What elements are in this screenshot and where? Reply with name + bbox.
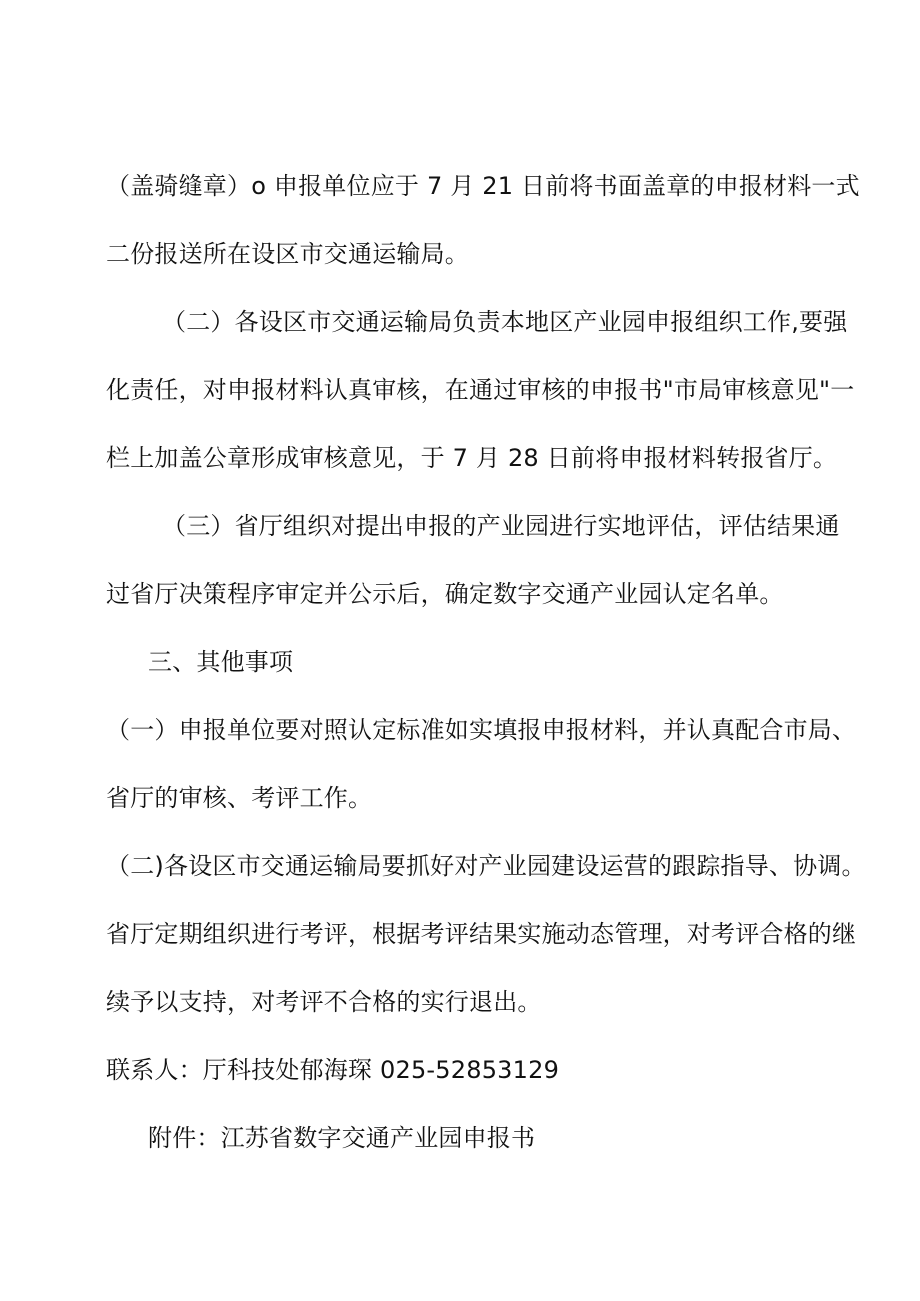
paragraph-line-2: 二份报送所在设区市交通运输局。 — [106, 240, 469, 268]
paragraph-line-11: 省厅定期组织进行考评，根据考评结果实施动态管理，对考评合格的继 — [106, 920, 857, 948]
section-heading: 三、其他事项 — [148, 648, 294, 676]
paragraph-line-4: 化责任，对申报材料认真审核，在通过审核的申报书"市局审核意见"一 — [106, 376, 855, 404]
paragraph-line-3: （二）各设区市交通运输局负责本地区产业园申报组织工作,要强 — [162, 308, 848, 336]
paragraph-line-6: （三）省厅组织对提出申报的产业园进行实地评估，评估结果通 — [162, 512, 840, 540]
paragraph-line-10: （二)各设区市交通运输局要抓好对产业园建设运营的跟踪指导、协调。 — [106, 852, 866, 880]
paragraph-line-7: 过省厅决策程序审定并公示后，确定数字交通产业园认定名单。 — [106, 580, 784, 608]
paragraph-line-8: （一）申报单位要对照认定标准如实填报申报材料，并认真配合市局、 — [106, 716, 857, 744]
contact-line: 联系人：厅科技处郁海琛 025-52853129 — [106, 1056, 560, 1084]
paragraph-line-12: 续予以支持，对考评不合格的实行退出。 — [106, 988, 542, 1016]
paragraph-line-9: 省厅的审核、考评工作。 — [106, 784, 373, 812]
paragraph-line-1: （盖骑缝章）o 申报单位应于 7 月 21 日前将书面盖章的申报材料一式 — [106, 172, 860, 200]
attachment-line: 附件：江苏省数字交通产业园申报书 — [148, 1124, 536, 1152]
paragraph-line-5: 栏上加盖公章形成审核意见，于 7 月 28 日前将申报材料转报省厅。 — [106, 444, 838, 472]
